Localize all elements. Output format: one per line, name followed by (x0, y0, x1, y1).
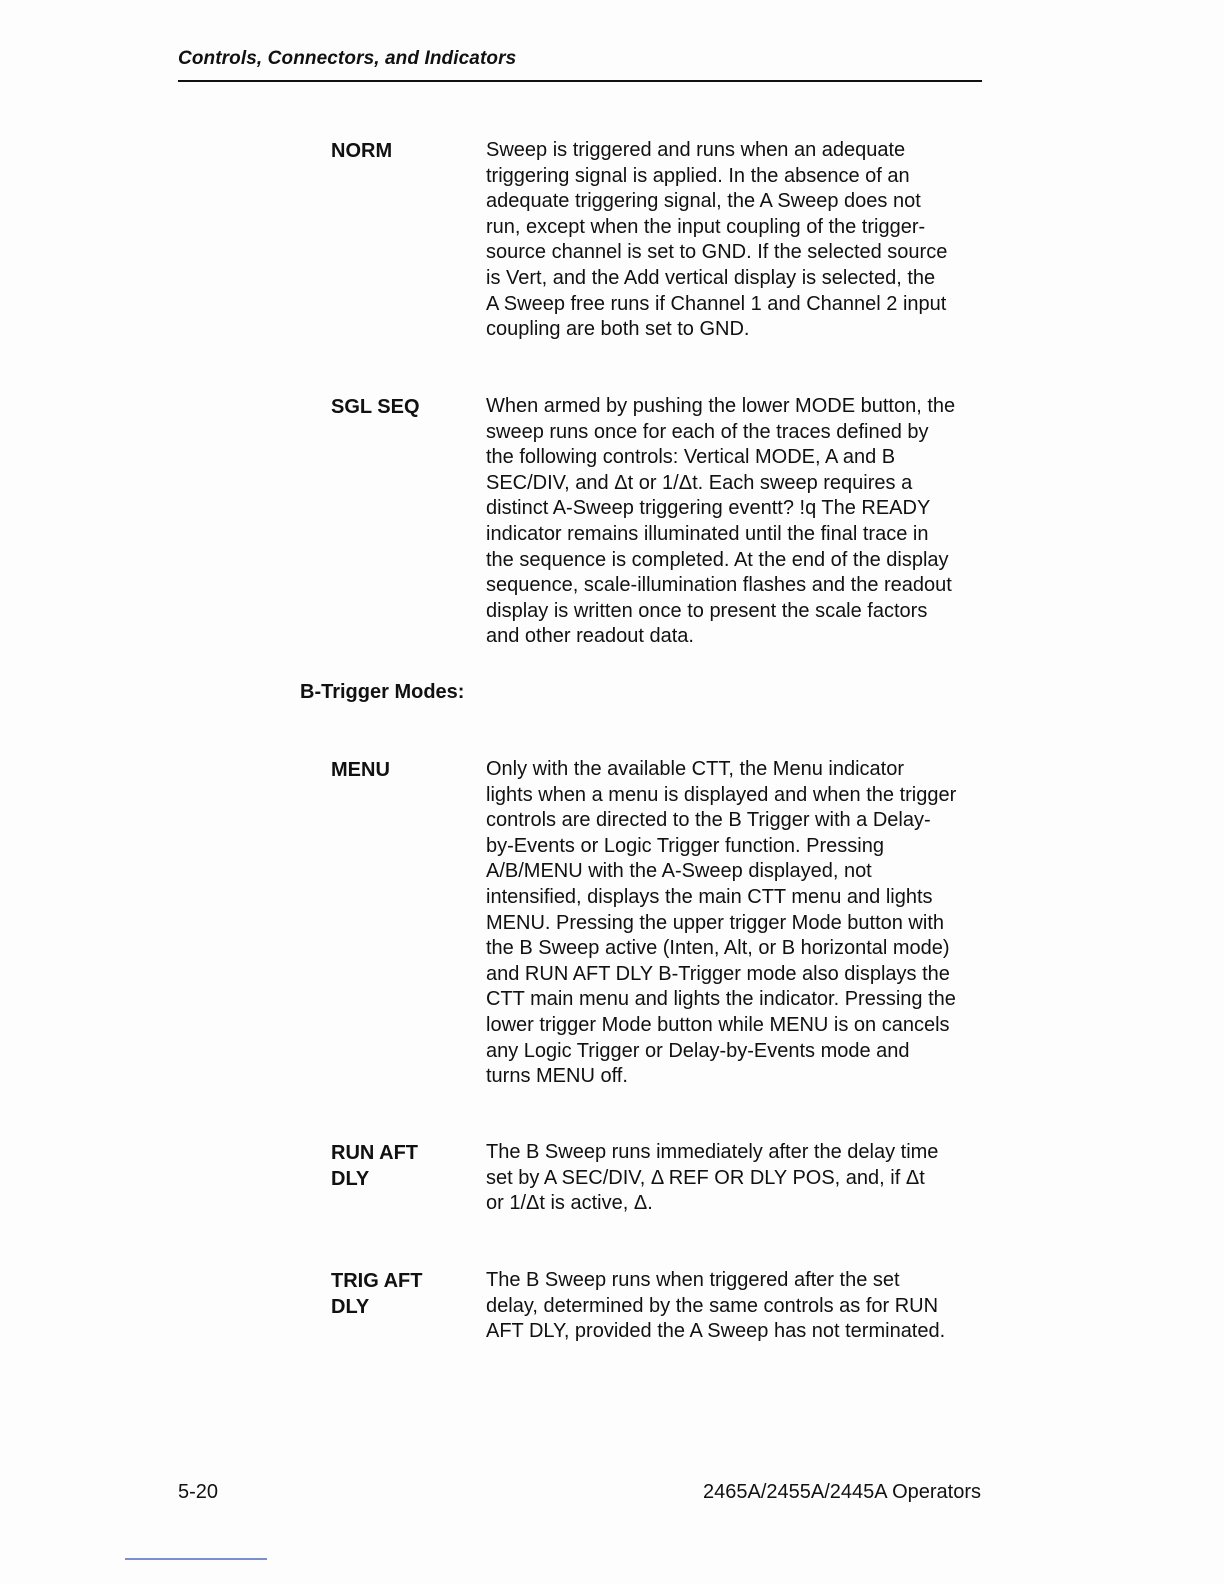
description-norm: Sweep is triggered and runs when an adequate triggering signal is applied. In the absence of an adequate triggering signal, the A Sweep does not run, except when the input coupling of the trigger- source channel is set to GND. If the selected source is Vert, and the Add vertical display is selected, the A Sweep free runs if Channel 1 and Channel 2 input coupling are both set to GND. (486, 139, 948, 341)
section-heading-b-trigger-modes: B-Trigger Modes: (300, 681, 465, 703)
description-menu: Only with the available CTT, the Menu indicator lights when a menu is displayed and when the trigger controls are directed to the B Trigger with a Delay- by-Events or Logic Trigger function. Pressing A/B/MENU with the A-Sweep displayed, not intensified, displays the main CTT menu and lights MENU. Pressing the upper trigger Mode button with the B Sweep active (Inten, Alt, or B horizontal mode) and RUN AFT DLY B-Trigger mode also displays the CTT main menu and lights the indicator. Pressing the lower trigger Mode button while MENU is on cancels any Logic Trigger or Delay-by-Events mode and turns MENU off. (486, 758, 957, 1088)
term-norm: NORM (331, 140, 393, 162)
term-sgl-seq: SGL SEQ (331, 396, 420, 418)
term-trig-aft-dly: TRIG AFT DLY (331, 1270, 423, 1318)
term-menu: MENU (331, 759, 390, 781)
description-trig-aft-dly: The B Sweep runs when triggered after the set delay, determined by the same controls as for RUN AFT DLY, provided the A Sweep has not terminated. (486, 1269, 946, 1343)
description-sgl-seq: When armed by pushing the lower MODE button, the sweep runs once for each of the traces defined by the following controls: Vertical MODE, A and B SEC/DIV, and Δt or 1/Δt. Each sweep requires a distinct A-Sweep triggering eventt? !q The READY indicator remains illuminated until the final trace in the sequence is completed. At the end of the display sequence, scale-illumination flashes and the readout display is written once to present the scale factors and other readout data. (486, 395, 956, 648)
term-run-aft-dly: RUN AFT DLY (331, 1142, 419, 1190)
manual-title: 2465A/2455A/2445A Operators (703, 1481, 981, 1503)
bottom-divider (125, 1558, 267, 1560)
running-header: Controls, Connectors, and Indicators (178, 48, 517, 69)
description-run-aft-dly: The B Sweep runs immediately after the delay time set by A SEC/DIV, Δ REF OR DLY POS, and, if Δt or 1/Δt is active, Δ. (486, 1141, 939, 1215)
header-divider (178, 80, 982, 82)
page-number: 5-20 (178, 1481, 219, 1503)
